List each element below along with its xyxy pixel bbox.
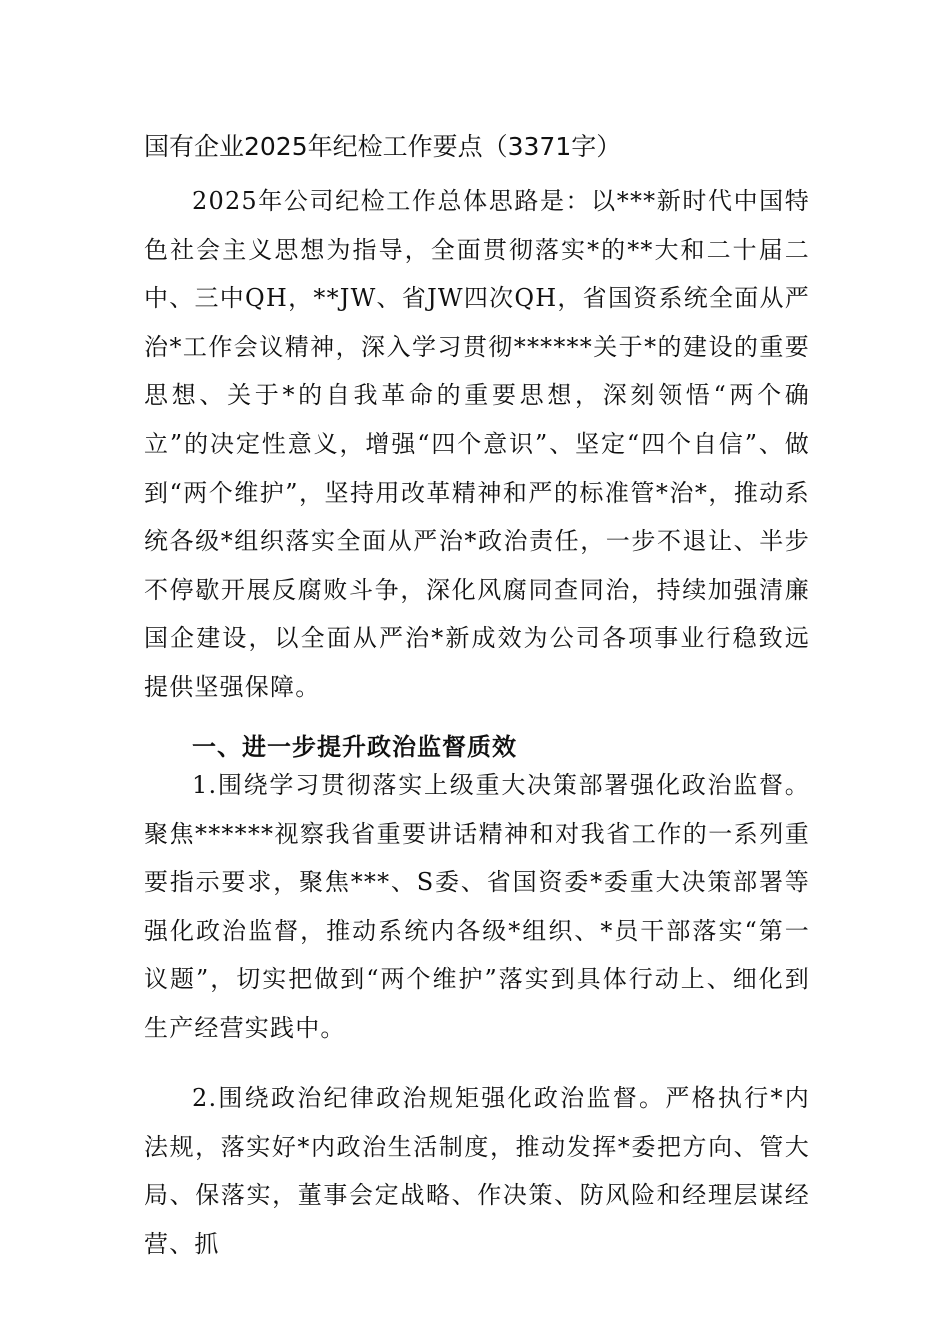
item-paragraph-2: 2.围绕政治纪律政治规矩强化政治监督。严格执行*内法规，落实好*内政治生活制度，推动发挥*委把方向、管大局、保落实，董事会定战略、作决策、防风险和经理层谋经营、抓 xyxy=(144,1084,810,1258)
intro-paragraph: 2025年公司纪检工作总体思路是：以***新时代中国特色社会主义思想为指导，全面贯彻落实*的**大和二十届二中、三中QH，**JW、省JW四次QH，省国资系统全面从严治*工作会议精神，深入学习贯彻******关于*的建设的重要思想、关于*的自我革命的重要思想，深刻领悟“两个确立”的决定性意义，增强“四个意识”、坚定“四个自信”、做到“两个维护”，坚持用改革精神和严的标准管*治*，推动系统各级*组织落实全面从严治*政治责任，一步不退让、半步不停歇开展反腐败斗争，深化风腐同查同治，持续加强清廉国企建设，以全面从严治*新成效为公司各项事业行稳致远提供坚强保障。 xyxy=(144,187,810,701)
document-title: 国有企业2025年纪检工作要点（3371字） xyxy=(144,132,622,161)
item-paragraph-1: 1.围绕学习贯彻落实上级重大决策部署强化政治监督。聚焦******视察我省重要讲话精神和对我省工作的一系列重要指示要求，聚焦***、S委、省国资委*委重大决策部署等强化政治监督，推动系统内各级*组织、*员干部落实“第一议题”，切实把做到“两个维护”落实到具体行动上、细化到生产经营实践中。 xyxy=(144,771,810,1042)
section-heading-1: 一、进一步提升政治监督质效 xyxy=(192,733,517,761)
